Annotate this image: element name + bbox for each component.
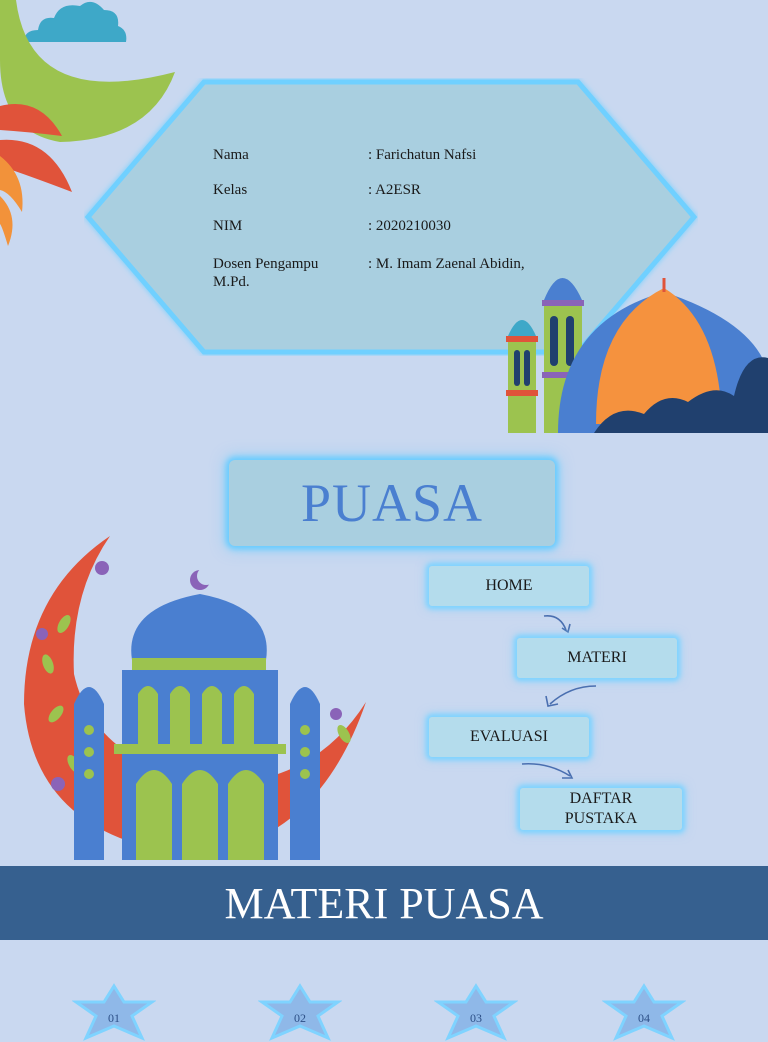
info-label-dosen: Dosen Pengampu: [213, 256, 319, 272]
step-number: 02: [294, 1011, 306, 1025]
step-number: 04: [638, 1011, 650, 1025]
nav-daftar-line2: PUSTAKA: [564, 810, 638, 827]
curved-arrow-icon: [518, 760, 576, 784]
palm-leaf-icon: [0, 96, 80, 256]
crescent-mosque-illustration: [14, 534, 370, 860]
nav-home-button[interactable]: HOME: [429, 566, 589, 606]
nav-daftar-line1: DAFTAR: [569, 790, 633, 807]
info-label-nama: Nama: [213, 147, 249, 163]
step-number: 01: [108, 1011, 120, 1025]
nav-daftar-pustaka-button[interactable]: [520, 788, 682, 830]
curved-arrow-icon: [540, 612, 576, 636]
step-number: 03: [470, 1011, 482, 1025]
page-title: PUASA: [300, 473, 484, 533]
nav-materi-button[interactable]: MATERI: [517, 638, 677, 678]
info-value-kelas: : A2ESR: [368, 182, 421, 198]
info-value-nama: : Farichatun Nafsi: [368, 147, 477, 163]
info-label-nim: NIM: [213, 218, 243, 234]
section-banner-title: MATERI PUASA: [224, 878, 544, 928]
mosque-icon: [504, 262, 768, 433]
info-value-nim: : 2020210030: [368, 218, 451, 234]
section-banner: [0, 866, 768, 940]
curved-arrow-icon: [540, 682, 600, 710]
info-value-dosen: : M. Imam Zaenal Abidin,: [368, 256, 525, 272]
info-label-kelas: Kelas: [213, 182, 248, 198]
nav-evaluasi-button[interactable]: EVALUASI: [429, 717, 589, 757]
info-label-dosen-line2: M.Pd.: [213, 274, 250, 290]
